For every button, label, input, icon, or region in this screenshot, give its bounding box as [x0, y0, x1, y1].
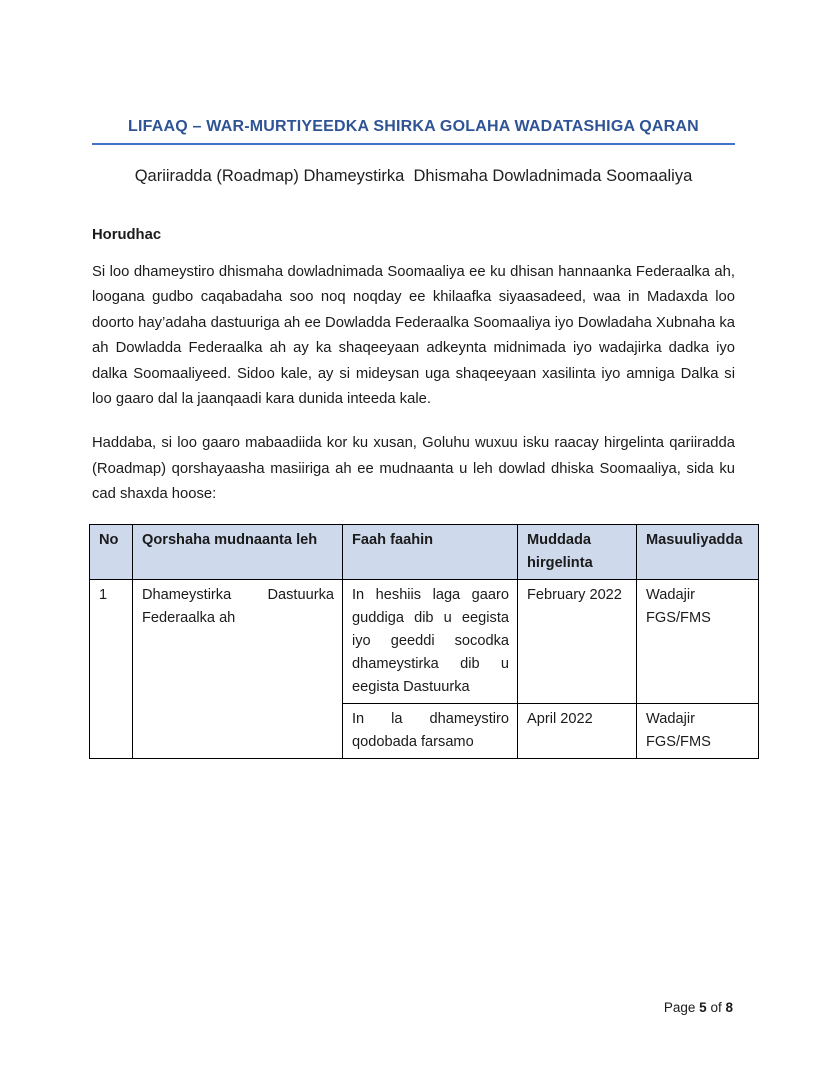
- cell-timeline: April 2022: [518, 703, 637, 758]
- header-no: No: [90, 524, 133, 579]
- page-number-footer: [664, 1000, 733, 1015]
- cell-plan: Dhameystirka Dastuurka Federaalka ah: [133, 579, 343, 758]
- cell-timeline: February 2022: [518, 579, 637, 703]
- table-row: [90, 579, 759, 703]
- header-timeline: Muddada hirgelinta: [518, 524, 637, 579]
- cell-responsible: Wadajir FGS/FMS: [637, 579, 759, 703]
- header-responsible: Masuuliyadda: [637, 524, 759, 579]
- cell-detail: In la dhameystiro qodobada farsamo: [343, 703, 518, 758]
- footer-current-page: 5: [699, 1000, 707, 1015]
- cell-responsible: Wadajir FGS/FMS: [637, 703, 759, 758]
- document-content: [92, 118, 743, 759]
- footer-total-pages: 8: [725, 1000, 733, 1015]
- header-detail: Faah faahin: [343, 524, 518, 579]
- intro-paragraph-2: Haddaba, si loo gaaro mabaadiida kor ku xusan, Goluhu wuxuu isku raacay hirgelinta qariiradda (Roadmap) qorshayaasha masiiriga ah ee mudnaanta u leh dowlad dhiska Soomaaliya, sida ku cad shaxda hoose:: [92, 435, 735, 503]
- header-plan: Qorshaha mudnaanta leh: [133, 524, 343, 579]
- cell-no: 1: [90, 579, 133, 758]
- document-title: LIFAAQ – WAR-MURTIYEEDKA SHIRKA GOLAHA WADATASHIGA QARAN: [92, 118, 735, 145]
- document-subtitle: Qariiradda (Roadmap) Dhameystirka Dhismaha Dowladnimada Soomaaliya: [134, 167, 693, 185]
- footer-prefix: Page: [663, 1000, 696, 1015]
- table-header-row: [90, 524, 759, 579]
- footer-of-label: of: [710, 1000, 722, 1015]
- cell-detail: In heshiis laga gaaro guddiga dib u eegista iyo geeddi socodka dhameystirka dib u eegista Dastuurka: [343, 579, 518, 703]
- intro-paragraph-1: Si loo dhameystiro dhismaha dowladnimada Soomaaliya ee ku dhisan hannaanka Federaalka ah, loogana gudbo caqabadaha soo noq noqday ee khilaafka siyaasadeed, waa in Madaxda loo doorto hay’adaha dastuuriga ah ee Dowladda Federaalka Soomaaliya iyo Dowladaha Xubnaha ka ah Dowladda Federaalka ah ay ka shaqeeyaan adkeynta midnimada iyo wadajirka dadka iyo dalka Soomaaliyeed. Sidoo kale, ay si mideysan uga shaqeeyaan xasilinta iyo amniga Dalka si loo gaaro dal la jaanqaadi kara dunida inteeda kale.: [92, 264, 735, 408]
- roadmap-table: [89, 524, 759, 759]
- section-heading-horudhac: Horudhac: [92, 227, 162, 243]
